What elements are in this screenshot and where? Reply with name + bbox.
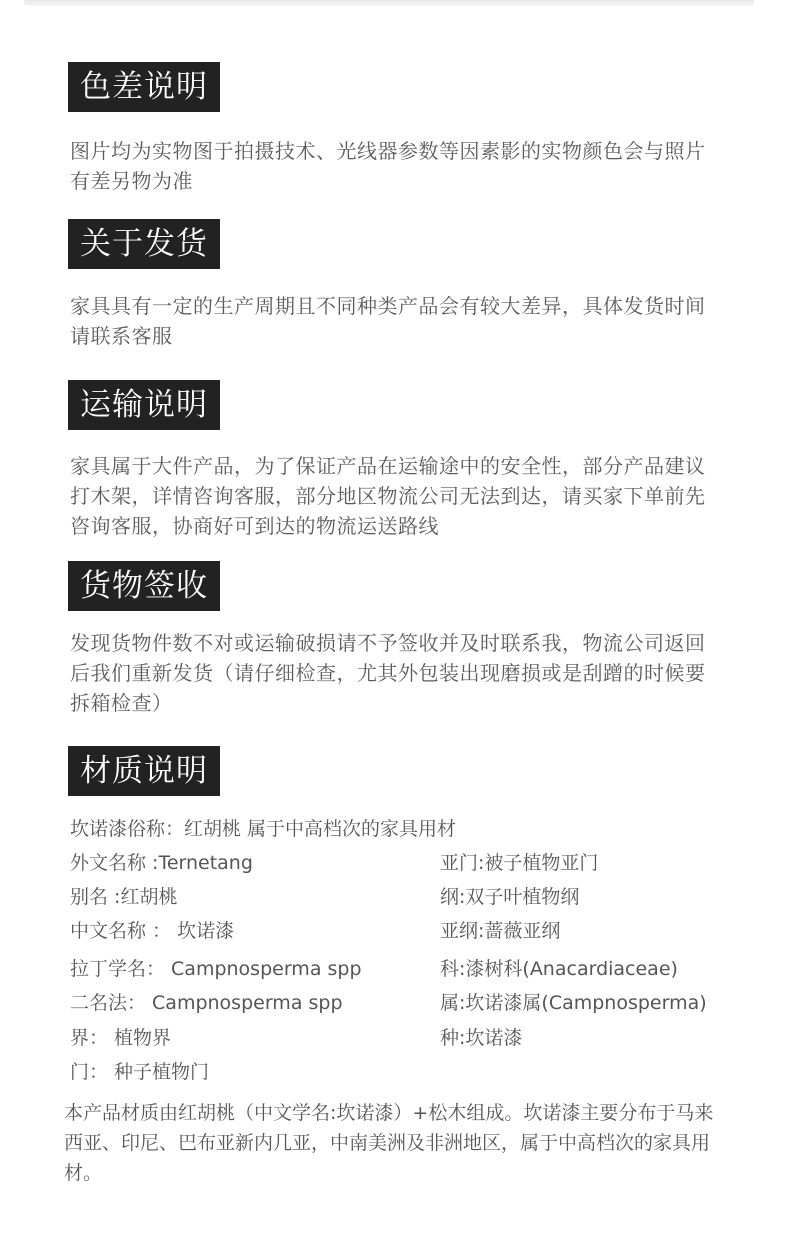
section-text: 家具具有一定的生产周期且不同种类产品会有较大差异，具体发货时间请联系客服 bbox=[70, 294, 706, 348]
top-divider bbox=[24, 0, 754, 6]
material-attribute: 种:坎诺漆 bbox=[440, 1027, 523, 1049]
section-text: 图片均为实物图于拍摄技术、光线器参数等因素影的实物颜色会与照片有差另物为准 bbox=[70, 139, 706, 193]
section-transport bbox=[68, 380, 728, 430]
material-attribute: 纲:双子叶植物纲 bbox=[440, 886, 580, 908]
section-shipping bbox=[68, 219, 728, 269]
material-attribute: 中文名称 ： 坎诺漆 bbox=[70, 920, 235, 942]
section-title: 货物签收 bbox=[68, 561, 220, 611]
section-material bbox=[68, 746, 728, 796]
material-attribute: 科:漆树科(Anacardiaceae) bbox=[440, 958, 678, 980]
material-intro: 坎诺漆俗称：红胡桃 属于中高档次的家具用材 bbox=[70, 818, 457, 840]
section-title: 色差说明 bbox=[68, 62, 220, 112]
material-attribute: 亚门:被子植物亚门 bbox=[440, 852, 599, 874]
section-title: 关于发货 bbox=[68, 219, 220, 269]
section-title: 材质说明 bbox=[68, 746, 220, 796]
section-text: 家具属于大件产品，为了保证产品在运输途中的安全性，部分产品建议打木架，详情咨询客服，部分地区物流公司无法到达，请买家下单前先咨询客服，协商好可到达的物流运送路线 bbox=[70, 454, 706, 538]
section-title: 运输说明 bbox=[68, 380, 220, 430]
material-attribute: 亚纲:蔷薇亚纲 bbox=[440, 920, 561, 942]
material-attribute: 拉丁学名： Campnosperma spp bbox=[70, 958, 362, 980]
material-attribute: 属:坎诺漆属(Campnosperma) bbox=[440, 992, 707, 1014]
section-text: 发现货物件数不对或运输破损请不予签收并及时联系我，物流公司返回后我们重新发货（请仔细检查，尤其外包装出现磨损或是刮蹭的时候要拆箱检查） bbox=[70, 631, 706, 715]
material-attribute: 门： 种子植物门 bbox=[70, 1061, 210, 1083]
section-color-difference bbox=[68, 62, 728, 112]
material-attribute: 外文名称 :Ternetang bbox=[70, 852, 253, 874]
section-receipt bbox=[68, 561, 728, 611]
material-attribute: 别名 :红胡桃 bbox=[70, 886, 178, 908]
material-attribute: 二名法： Campnosperma spp bbox=[70, 992, 343, 1014]
material-attribute: 界： 植物界 bbox=[70, 1027, 172, 1049]
material-description: 本产品材质由红胡桃（中文学名:坎诺漆）+松木组成。坎诺漆主要分布于马来西亚、印尼、巴布亚新内几亚，中南美洲及非洲地区，属于中高档次的家具用材。 bbox=[64, 1102, 714, 1184]
